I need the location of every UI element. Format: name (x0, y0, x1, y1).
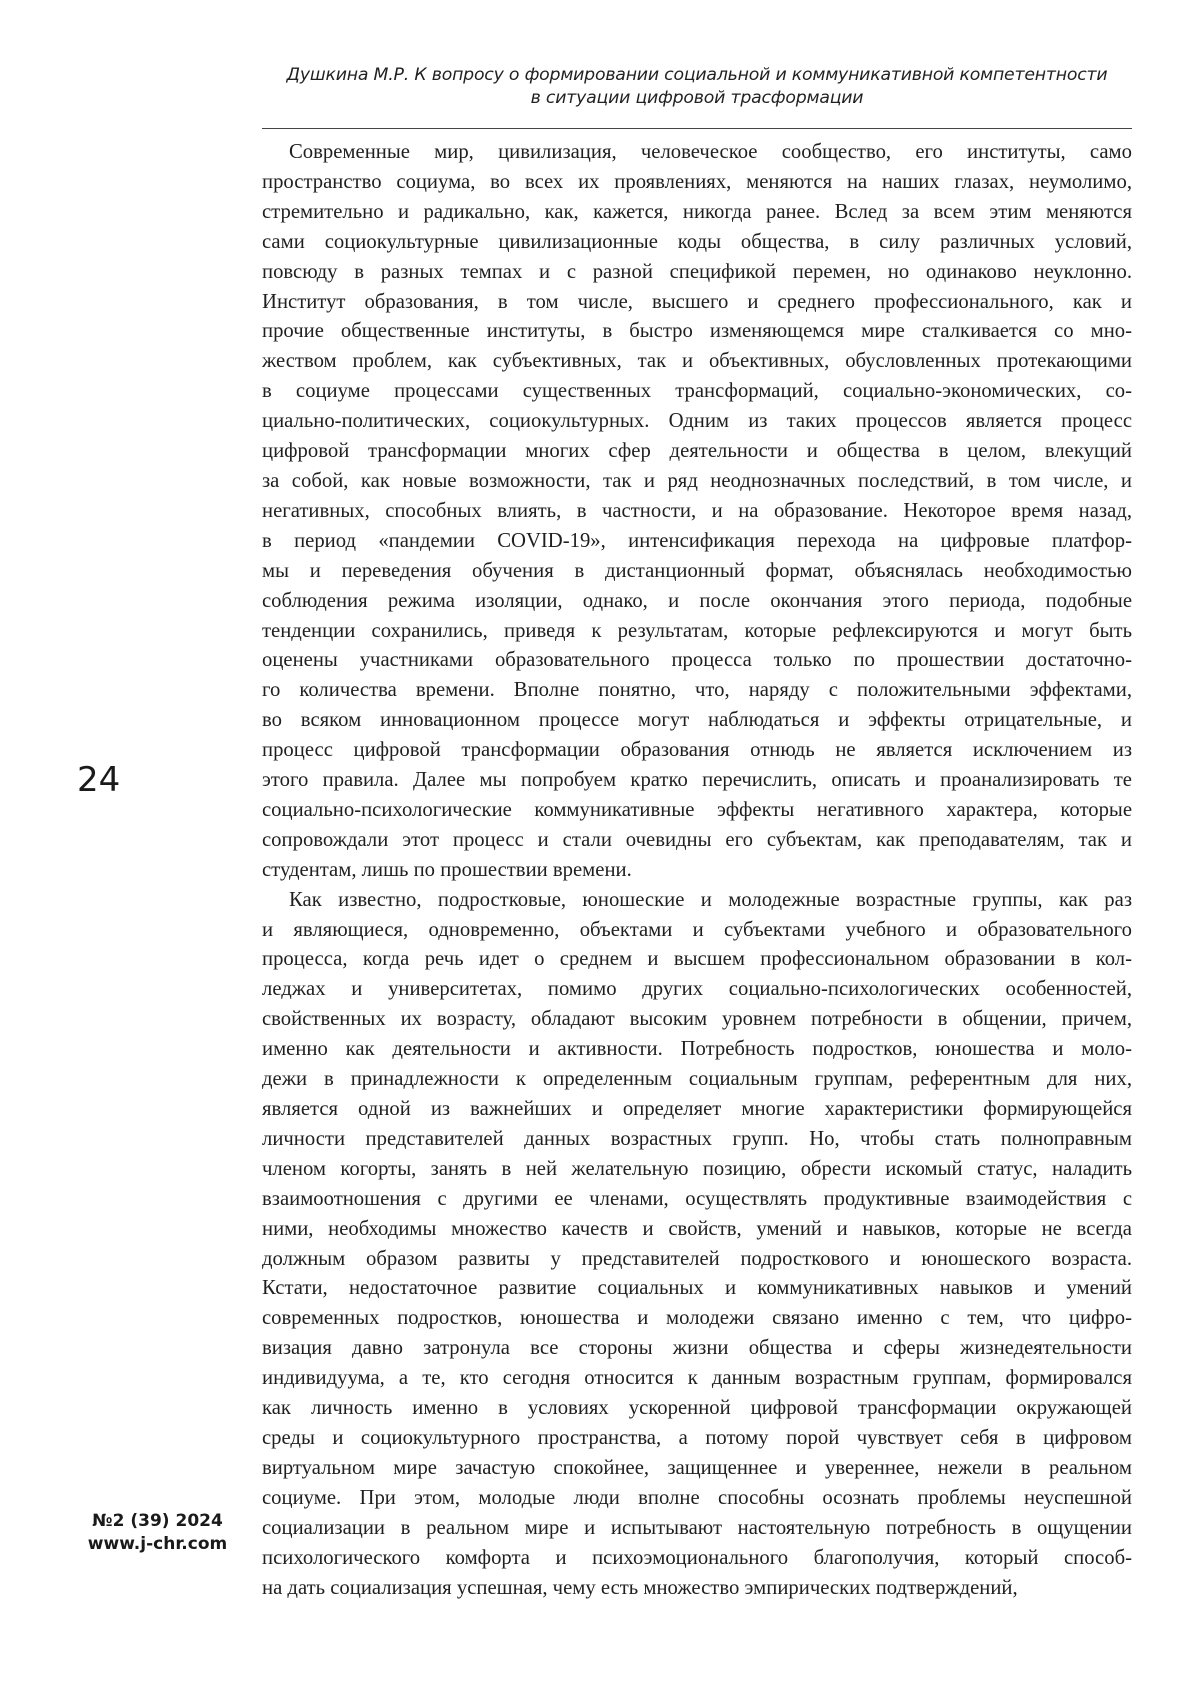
text-line: и являющиеся, одновременно, объектами и субъектами учебного и образовательного (262, 918, 1132, 941)
text-line: как личность именно в условиях ускоренной цифровой трансформации окружающей (262, 1397, 1132, 1420)
article-body (262, 138, 1132, 1603)
text-line: свойственных их возрасту, обладают высоким уровнем потребности в общении, причем, (262, 1008, 1132, 1031)
text-line: социуме. При этом, молодые люди вполне способны осознать проблемы неуспешной (262, 1486, 1132, 1509)
text-line: негативных, способных влиять, в частности, и на образование. Некоторое время назад, (262, 499, 1132, 522)
page-number: 24 (77, 760, 121, 800)
text-line: взаимоотношения с другими ее членами, осуществлять продуктивные взаимодействия с (262, 1187, 1132, 1210)
journal-website: www.j-chr.com (87, 1534, 228, 1554)
text-line: индивидуума, а те, кто сегодня относится к данным возрастным группам, формировался (262, 1367, 1132, 1390)
running-head (262, 64, 1132, 110)
text-line: процесса, когда речь идет о среднем и высшем профессиональном образовании в кол- (262, 948, 1132, 971)
text-line: леджах и университетах, помимо других социально-психологических особенностей, (262, 978, 1132, 1001)
text-line: Современные мир, цивилизация, человеческое сообщество, его институты, само (289, 141, 1132, 163)
header-divider (262, 128, 1132, 129)
issue-info (70, 1510, 245, 1556)
paragraph-2 (262, 886, 1132, 1604)
paragraph-1 (262, 138, 1132, 886)
text-line: цифровой трансформации многих сфер деятельности и общества в целом, влекущий (262, 440, 1132, 463)
text-line: соблюдения режима изоляции, однако, и после окончания этого периода, подобные (262, 589, 1132, 612)
text-line: повсюду в разных темпах и с разной спецификой перемен, но одинаково неуклонно. (262, 260, 1132, 283)
text-line: в период «пандемии COVID-19», интенсификация перехода на цифровые платфор- (262, 529, 1132, 552)
text-line: прочие общественные институты, в быстро изменяющемся мире сталкивается со мно- (262, 320, 1132, 343)
text-line: на дать социализация успешная, чему есть множество эмпирических подтверждений, (262, 1576, 1018, 1599)
text-line: в социуме процессами существенных трансформаций, социально-экономических, со- (262, 380, 1132, 403)
text-line: визация давно затронула все стороны жизни общества и сферы жизнедеятельности (262, 1337, 1132, 1360)
text-line: социально-психологические коммуникативные эффекты негативного характера, которые (262, 798, 1132, 821)
text-line: современных подростков, юношества и молодежи связано именно с тем, что цифро- (262, 1307, 1132, 1330)
text-line: именно как деятельности и активности. Потребность подростков, юношества и моло- (262, 1038, 1132, 1061)
text-line: во всяком инновационном процессе могут наблюдаться и эффекты отрицательные, и (262, 709, 1132, 732)
text-line: дежи в принадлежности к определенным социальным группам, референтным для них, (262, 1068, 1132, 1091)
text-line: личности представителей данных возрастных групп. Но, чтобы стать полноправным (262, 1127, 1132, 1150)
text-line: членом когорты, занять в ней желательную позицию, обрести искомый статус, наладить (262, 1157, 1132, 1180)
text-line: среды и социокультурного пространства, а потому порой чувствует себя в цифровом (262, 1426, 1132, 1449)
text-line: жеством проблем, как субъективных, так и объективных, обусловленных протекающими (262, 350, 1132, 373)
text-line: ними, необходимы множество качеств и свойств, умений и навыков, которые не всегда (262, 1217, 1132, 1240)
text-line: является одной из важнейших и определяет многие характеристики формирующейся (262, 1098, 1132, 1120)
text-line: пространство социума, во всех их проявлениях, меняются на наших глазах, неумолимо, (262, 170, 1132, 193)
text-line: процесс цифровой трансформации образования отнюдь не является исключением из (262, 739, 1132, 762)
issue-number: №2 (39) 2024 (92, 1511, 223, 1531)
text-line: го количества времени. Вполне понятно, что, наряду с положительными эффектами, (262, 679, 1132, 702)
text-line: сопровождали этот процесс и стали очевидны его субъектам, как преподавателям, так и (262, 828, 1132, 851)
text-line: Как известно, подростковые, юношеские и молодежные возрастные группы, как раз (289, 888, 1132, 911)
text-line: тенденции сохранились, приведя к результатам, которые рефлексируются и могут быть (262, 619, 1132, 642)
running-head-line-1: Душкина М.Р. К вопросу о формировании социальной и коммуникативной компетентности (286, 65, 1108, 85)
text-line: сами социокультурные цивилизационные коды общества, в силу различных условий, (262, 230, 1132, 253)
text-line: социализации в реальном мире и испытывают настоятельную потребность в ощущении (262, 1516, 1132, 1539)
text-line: психологического комфорта и психоэмоционального благополучия, который способ- (262, 1546, 1132, 1569)
text-line: циально-политических, социокультурных. Одним из таких процессов является процесс (262, 410, 1132, 433)
running-head-line-2: в ситуации цифровой трасформации (530, 88, 864, 108)
text-line: студентам, лишь по прошествии времени. (262, 858, 632, 881)
text-line: этого правила. Далее мы попробуем кратко перечислить, описать и проанализировать те (262, 769, 1132, 792)
text-line: за собой, как новые возможности, так и ряд неоднозначных последствий, в том числе, и (262, 469, 1132, 492)
text-line: виртуальном мире зачастую спокойнее, защищеннее и увереннее, нежели в реальном (262, 1456, 1132, 1479)
text-line: Институт образования, в том числе, высшего и среднего профессионального, как и (262, 290, 1132, 313)
text-line: Кстати, недостаточное развитие социальных и коммуникативных навыков и умений (262, 1277, 1132, 1300)
text-line: стремительно и радикально, как, кажется, никогда ранее. Вслед за всем этим меняются (262, 200, 1132, 223)
text-line: должным образом развиты у представителей подросткового и юношеского возраста. (262, 1247, 1132, 1270)
text-line: оценены участниками образовательного процесса только по прошествии достаточно- (262, 649, 1132, 672)
text-line: мы и переведения обучения в дистанционный формат, объяснялась необходимостью (262, 559, 1132, 582)
